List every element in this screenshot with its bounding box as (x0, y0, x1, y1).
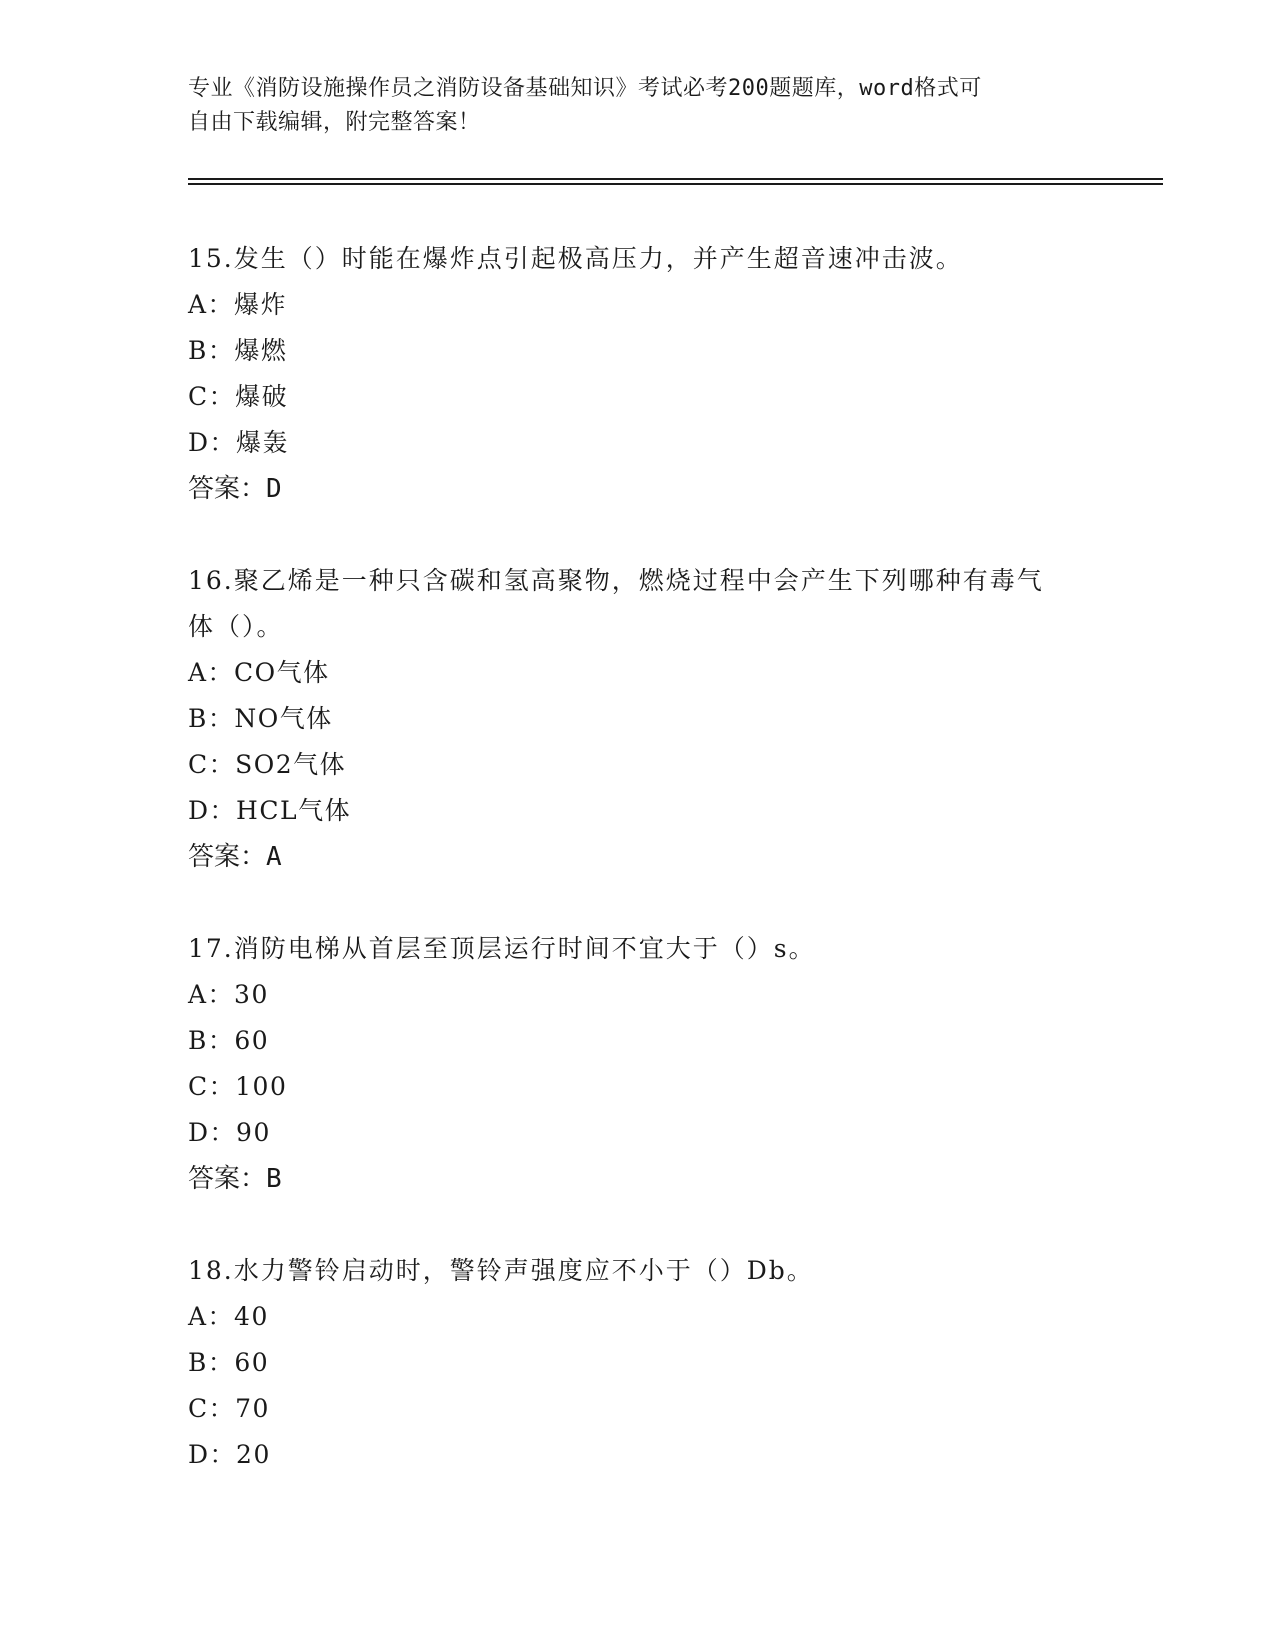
question-list (188, 236, 1088, 1524)
answer-line: 答案：A (188, 842, 282, 872)
option-a: A：40 (188, 1302, 269, 1331)
question-18 (188, 1248, 1088, 1478)
header-divider-top (188, 178, 1163, 180)
question-stem: 16.聚乙烯是一种只含碳和氢高聚物，燃烧过程中会产生下列哪种有毒气体（）。 (188, 566, 1044, 641)
option-a: A：爆炸 (188, 290, 288, 319)
header-line-1: 专业《消防设施操作员之消防设备基础知识》考试必考200题题库，word格式可 (188, 76, 982, 101)
question-15 (188, 236, 1088, 512)
option-c: C：100 (188, 1072, 288, 1101)
question-stem: 18.水力警铃启动时，警铃声强度应不小于（）Db。 (188, 1256, 814, 1285)
option-c: C：爆破 (188, 382, 289, 411)
answer-line: 答案：D (188, 474, 282, 504)
option-d: D：爆轰 (188, 428, 290, 457)
option-d: D：HCL气体 (188, 796, 352, 825)
question-17 (188, 926, 1088, 1202)
question-stem: 17.消防电梯从首层至顶层运行时间不宜大于（）s。 (188, 934, 816, 963)
option-b: B：爆燃 (188, 336, 288, 365)
answer-line: 答案：B (188, 1164, 282, 1194)
option-c: C：SO2气体 (188, 750, 347, 779)
option-a: A：30 (188, 980, 269, 1009)
option-b: B：NO气体 (188, 704, 333, 733)
question-stem: 15.发生（）时能在爆炸点引起极高压力，并产生超音速冲击波。 (188, 244, 963, 273)
option-b: B：60 (188, 1348, 270, 1377)
question-16 (188, 558, 1088, 880)
header-line-2: 自由下载编辑，附完整答案！ (188, 110, 481, 135)
header-divider-bottom (188, 183, 1163, 185)
option-d: D：90 (188, 1118, 271, 1147)
option-c: C：70 (188, 1394, 270, 1423)
option-b: B：60 (188, 1026, 270, 1055)
document-header (188, 72, 1088, 140)
option-a: A：CO气体 (188, 658, 330, 687)
option-d: D：20 (188, 1440, 271, 1469)
